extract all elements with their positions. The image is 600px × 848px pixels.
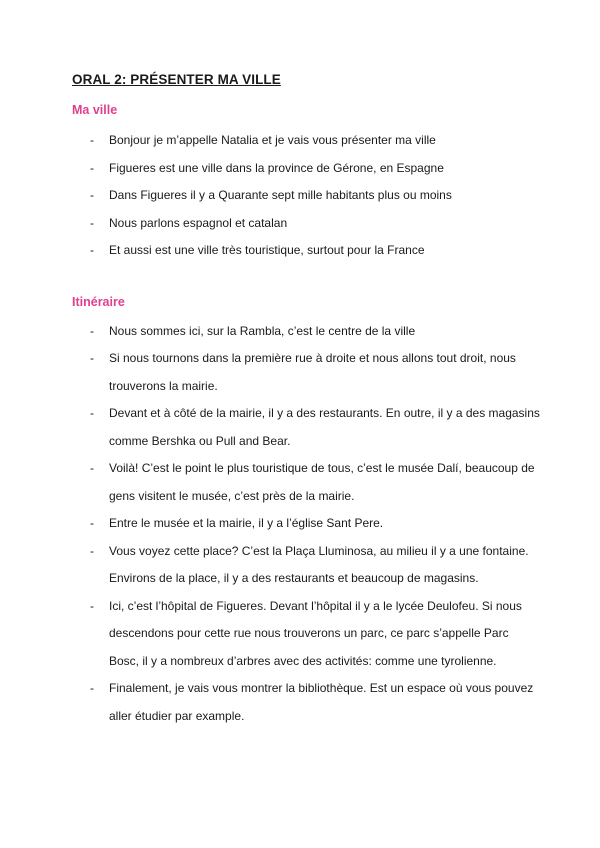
- bullet-dash: -: [90, 461, 94, 475]
- list-item-text: Voilà! C’est le point le plus touristique de tous, c’est le musée Dalí, beaucoup de gens visitent le musée, c’est près de la mairie.: [109, 461, 535, 503]
- list-item-text: Finalement, je vais vous montrer la bibliothèque. Est un espace où vous pouvez aller étudier par example.: [109, 681, 534, 723]
- bullet-dash: -: [90, 215, 94, 230]
- bullet-dash: -: [90, 543, 94, 558]
- list-item: [72, 318, 540, 346]
- section-heading-itineraire: Itinéraire: [72, 294, 125, 309]
- list-item: [72, 127, 540, 155]
- list-item: [72, 675, 540, 730]
- list-item-text: Nous parlons espagnol et catalan: [109, 215, 288, 230]
- bullet-dash: -: [90, 160, 94, 175]
- list-item: [72, 182, 540, 210]
- bullet-dash: -: [90, 351, 94, 365]
- bullet-dash: -: [90, 323, 94, 338]
- list-item: [72, 400, 540, 455]
- list-item: [72, 155, 540, 183]
- list-item-text: Dans Figueres il y a Quarante sept mille habitants plus ou moins: [109, 188, 452, 202]
- bullet-list-itineraire: [72, 318, 540, 731]
- bullet-dash: -: [90, 243, 94, 257]
- bullet-list-ma-ville: [72, 127, 540, 265]
- list-item-text: Devant et à côté de la mairie, il y a des restaurants. En outre, il y a des magasins comme Bershka ou Pull and Bear.: [109, 406, 540, 448]
- list-item-text: Et aussi est une ville très touristique, surtout pour la France: [109, 243, 425, 257]
- list-item-text: Si nous tournons dans la première rue à droite et nous allons tout droit, nous trouverons la mairie.: [109, 351, 516, 393]
- list-item: [72, 455, 540, 510]
- list-item-text: Vous voyez cette place? C’est la Plaça Lluminosa, au milieu il y a une fontaine. Environs de la place, il y a des restaurants et beaucoup de magasins.: [109, 543, 529, 585]
- list-item: [72, 237, 540, 265]
- section-itineraire: [72, 295, 540, 731]
- document-title: ORAL 2: PRÉSENTER MA VILLE: [72, 72, 281, 87]
- list-item-text: Figueres est une ville dans la province de Gérone, en Espagne: [109, 160, 444, 175]
- section-heading-ma-ville: Ma ville: [72, 103, 118, 117]
- list-item-text: Nous sommes ici, sur la Rambla, c’est le centre de la ville: [109, 323, 416, 338]
- list-item: [72, 510, 540, 538]
- list-item: [72, 345, 540, 400]
- bullet-dash: -: [90, 133, 94, 147]
- bullet-dash: -: [90, 188, 94, 202]
- bullet-dash: -: [90, 516, 94, 530]
- bullet-dash: -: [90, 598, 94, 613]
- list-item-text: Ici, c’est l’hôpital de Figueres. Devant l’hôpital il y a le lycée Deulofeu. Si nous descendons pour cette rue nous trouverons un parc, ce parc s’appelle Parc Bosc, il y a nombreux d’arbres avec des activités: comme une tyrolienne.: [109, 598, 522, 668]
- list-item: [72, 593, 540, 676]
- section-ma-ville: [72, 103, 540, 265]
- list-item-text: Entre le musée et la mairie, il y a l’église Sant Pere.: [109, 516, 384, 530]
- bullet-dash: -: [90, 406, 94, 420]
- list-item: [72, 538, 540, 593]
- bullet-dash: -: [90, 681, 94, 695]
- list-item-text: Bonjour je m’appelle Natalia et je vais vous présenter ma ville: [109, 133, 436, 147]
- list-item: [72, 210, 540, 238]
